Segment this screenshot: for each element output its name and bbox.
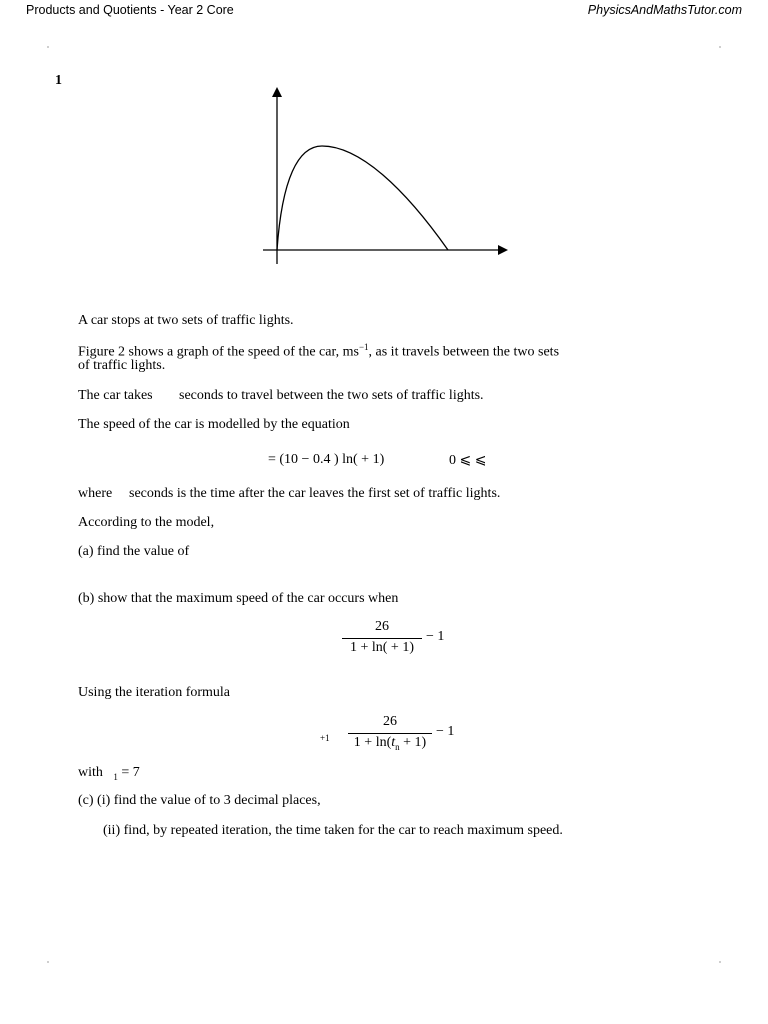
y-axis-arrow: [272, 87, 282, 97]
iteration-denominator: [348, 735, 432, 752]
where-text-a: where: [78, 486, 113, 501]
with-word: with: [78, 765, 103, 780]
with-text: [78, 765, 140, 782]
iteration-numerator: 26: [383, 714, 397, 729]
corner-mark: [47, 961, 49, 963]
fraction-numerator: 26: [375, 619, 389, 634]
question-number: 1: [55, 73, 62, 88]
page-header-right: PhysicsAndMathsTutor.com: [587, 3, 742, 17]
iteration-fraction-bar: [348, 733, 432, 734]
corner-mark: [47, 46, 49, 48]
figure-text-a: Figure 2 shows a graph of the speed of the car, ms: [78, 344, 359, 360]
den-t: t: [391, 735, 396, 750]
figure-text-b: , as it travels between the two sets: [368, 344, 560, 360]
where-text-b: seconds is the time after the car leaves the first set of traffic lights.: [129, 486, 501, 501]
equation-range: 0 ⩽ ⩽: [449, 453, 487, 468]
part-c-ii: (ii) find, by repeated iteration, the time taken for the car to reach maximum speed.: [103, 823, 563, 838]
with-value: = 7: [121, 765, 140, 780]
iteration-tail: − 1: [436, 724, 455, 739]
takes-text-a: The car takes: [78, 388, 153, 403]
iteration-lhs-subscript: +1: [320, 733, 330, 743]
den-part-a: 1 + ln(: [353, 735, 392, 750]
part-b: (b) show that the maximum speed of the car occurs when: [78, 591, 399, 606]
corner-mark: [719, 961, 721, 963]
part-c-i: (c) (i) find the value of to 3 decimal places,: [78, 793, 321, 808]
takes-text-b: seconds to travel between the two sets of traffic lights.: [179, 388, 484, 403]
model-text: The speed of the car is modelled by the equation: [78, 417, 350, 432]
part-a: (a) find the value of: [78, 544, 190, 559]
figure-description-cont: of traffic lights.: [78, 358, 166, 373]
speed-time-graph: [260, 84, 520, 269]
x-axis-arrow: [498, 245, 508, 255]
fraction-bar: [342, 638, 422, 639]
model-equation: = (10 − 0.4 ) ln( + 1): [268, 452, 385, 467]
page-header-left: Products and Quotients - Year 2 Core: [26, 3, 234, 17]
den-n: n: [395, 741, 400, 752]
fraction-denominator: 1 + ln( + 1): [349, 640, 414, 655]
max-speed-fraction: [342, 619, 452, 659]
iteration-formula: [318, 714, 468, 758]
iteration-text: Using the iteration formula: [78, 685, 231, 700]
fraction-tail: − 1: [426, 629, 445, 644]
with-subscript: 1: [113, 771, 118, 782]
intro-text: A car stops at two sets of traffic lights.: [78, 313, 294, 328]
according-text: According to the model,: [78, 515, 215, 530]
unit-exponent: −1: [358, 342, 369, 352]
den-part-b: + 1): [399, 735, 427, 750]
corner-mark: [719, 46, 721, 48]
speed-curve: [277, 146, 448, 250]
